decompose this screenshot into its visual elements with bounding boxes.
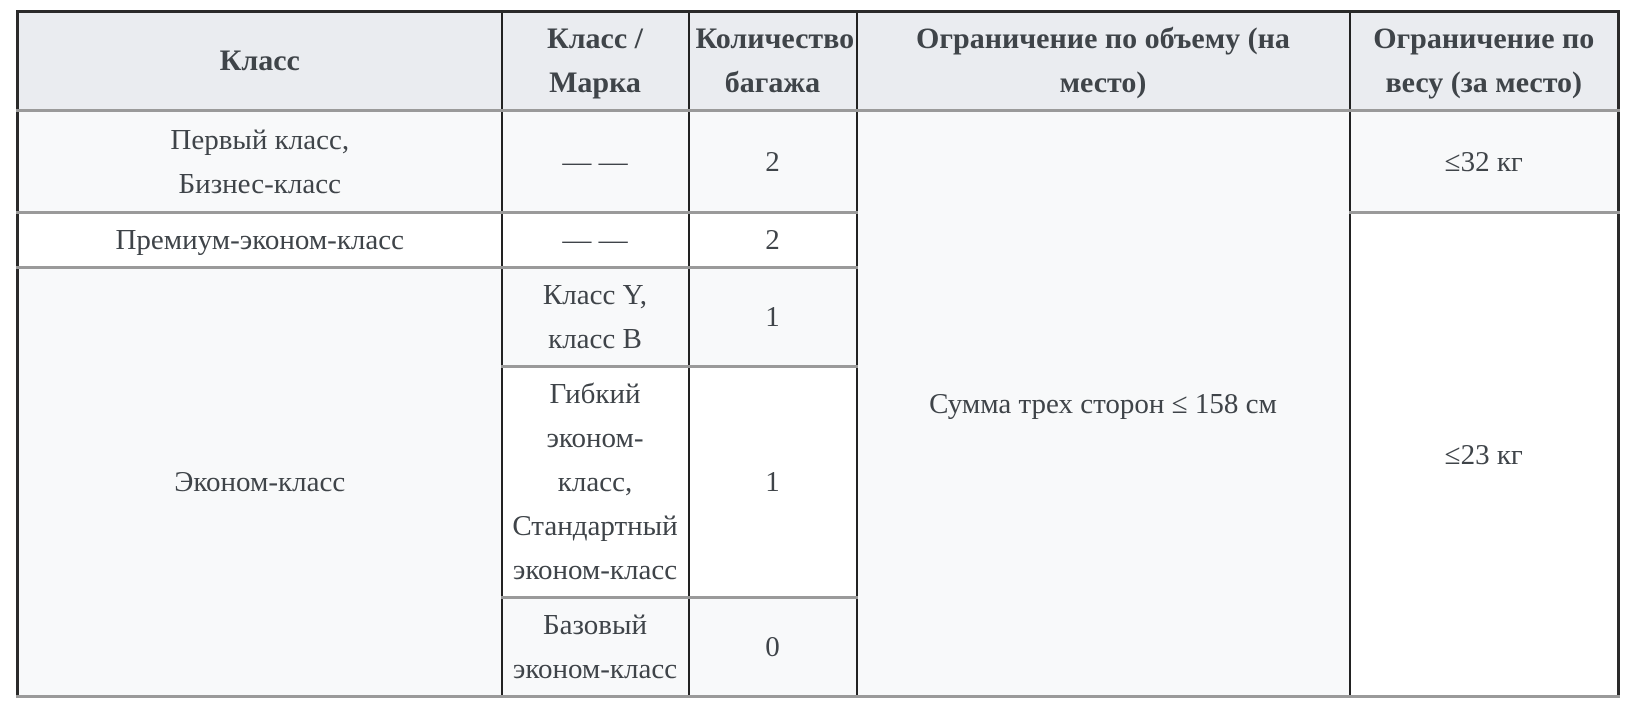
cell-brand-premium-economy: — — — [502, 213, 689, 268]
cell-count-class-y-b: 1 — [689, 268, 857, 367]
cell-brand-flex-standard-economy: Гибкий эконом- класс, Стандартный эконом-класс — [502, 367, 689, 598]
cell-count-first-business: 2 — [689, 111, 857, 213]
table-row — [18, 213, 1619, 268]
table-row — [18, 111, 1619, 213]
cell-brand-first-business: — — — [502, 111, 689, 213]
cell-volume-limit: Сумма трех сторон ≤ 158 см — [857, 111, 1350, 697]
cell-brand-class-y-b: Класс Y, класс B — [502, 268, 689, 367]
header-row — [18, 12, 1619, 111]
baggage-allowance-table — [16, 10, 1620, 698]
cell-count-premium-economy: 2 — [689, 213, 857, 268]
cell-class-economy: Эконом-класс — [18, 268, 502, 697]
column-header-weight-limit: Ограничение по весу (за место) — [1350, 12, 1619, 111]
cell-count-basic-economy: 0 — [689, 598, 857, 697]
column-header-class: Класс — [18, 12, 502, 111]
cell-class-first-business: Первый класс, Бизнес-класс — [18, 111, 502, 213]
cell-brand-basic-economy: Базовый эконом-класс — [502, 598, 689, 697]
cell-class-premium-economy: Премиум-эконом-класс — [18, 213, 502, 268]
cell-weight-limit-first-business: ≤32 кг — [1350, 111, 1619, 213]
column-header-class-brand: Класс / Марка — [502, 12, 689, 111]
column-header-baggage-count: Количество багажа — [689, 12, 857, 111]
cell-weight-limit-economy: ≤23 кг — [1350, 213, 1619, 697]
cell-count-flex-standard-economy: 1 — [689, 367, 857, 598]
column-header-volume-limit: Ограничение по объему (на место) — [857, 12, 1350, 111]
